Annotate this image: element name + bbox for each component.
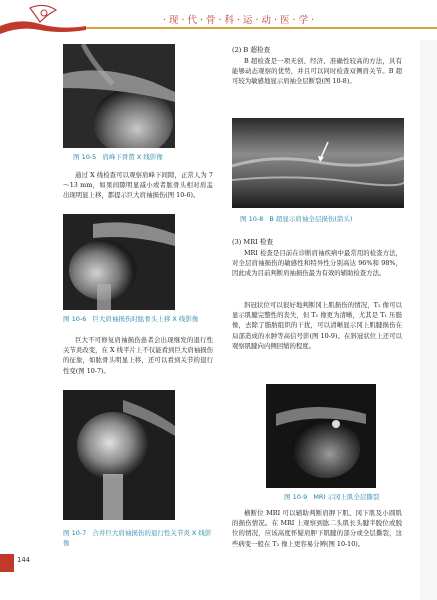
caption-number: 图 10-7 [63, 529, 87, 537]
figure-10-7-caption [63, 528, 213, 548]
caption-number: 图 10-8 [240, 215, 264, 223]
figure-10-8-caption [240, 214, 410, 224]
xray-image [63, 44, 175, 148]
section-heading-mri: (3) MRI 检查 [232, 238, 274, 246]
caption-number: 图 10-9 [284, 493, 308, 501]
section-heading-ultrasound: (2) B 超检查 [232, 46, 271, 54]
page-header [0, 0, 437, 44]
running-head-title: ·现·代·骨·科·运·动·医·学· [162, 15, 318, 26]
caption-text: 巨大肩袖损伤时肱骨头上移 X 线影像 [92, 315, 199, 323]
header-logo-graphic [0, 0, 86, 44]
paragraph-mri-coronal: 斜冠状位可以很好地判断冈上肌损伤的情况，T₂ 像可以显示肌腱完整性的丧失，但 T₁ 像更为清晰，尤其是 T₁ 压脂像，去除了脂肪组织的干扰，可以清晰显示冈上肌腱损伤在局部造成的水肿等高信号影(图 10-9)。在斜冠状位上还可以观察肌腱向内侧回缩的程度。 [232, 301, 402, 350]
figure-10-9-mri [266, 384, 376, 488]
xray-image [63, 214, 175, 310]
figure-10-5-xray [63, 44, 175, 148]
header-rule [86, 27, 437, 29]
caption-number: 图 10-5 [73, 153, 97, 161]
caption-text: B 超显示肩袖全层损伤(箭头) [269, 215, 353, 223]
footer-accent-bar [0, 554, 14, 572]
paragraph-mri-axial: 横断位 MRI 可以辅助判断肩胛下肌、冈下肌及小圆肌的损伤情况。在 MRI 上观察到肱二头肌长头腱半脱位或脱位的情况，应该高度怀疑肩胛下肌腱的部分或全层撕裂，这些病变一般在 T₂ 像上更容易分辨(图 10-10)。 [232, 509, 402, 548]
mri-image [266, 384, 376, 488]
ultrasound-image [232, 118, 404, 208]
figure-10-9-caption [284, 492, 414, 502]
figure-10-7-xray [63, 390, 175, 520]
page-number: 144 [17, 556, 30, 564]
paragraph-ultrasound: B 超检查是一项无创、经济、准确性较高的方法，具有能够动态观察的优势，并且可以同时检查双侧肩关节。B 超可较为敏感地显示肩袖全层断裂(图 10-8)。 [232, 57, 402, 86]
figure-10-5-caption [73, 152, 193, 162]
figure-10-6-caption [63, 314, 213, 324]
page-right-margin [420, 40, 437, 600]
paragraph-xray-gap: 通过 X 线检查可以观察肩峰下间隙，正常人为 7～13 mm，如果间隙明显减小或者肱骨头相对肩盂出现明显上移，都提示巨大肩袖损伤(图 10-6)。 [63, 171, 213, 200]
caption-text: MRI 示冈上肌全层撕裂 [313, 493, 380, 501]
paragraph-degenerative: 巨大不可修复肩袖损伤患者会出现继发的退行性关节炎改变，在 X 线平片上不仅能看到巨大肩袖损伤的征象，如肱骨头明显上移，还可以看到关节的退行性变(图 10-7)。 [63, 336, 213, 375]
paragraph-mri-intro: MRI 检查是目前在诊断肩袖疾病中最常用的检查方法，对全层肩袖损伤的敏感性和特异性分别高达 96%和 98%，因此成为目前判断肩袖损伤最为有效的辅助检查方法。 [232, 249, 402, 278]
caption-text: 肩峰下骨赘 X 线影像 [102, 153, 163, 161]
caption-number: 图 10-6 [63, 315, 87, 323]
xray-image [63, 390, 175, 520]
caption-text: 合并巨大肩袖损伤的退行性关节炎 X 线影像 [63, 529, 212, 547]
figure-10-8-ultrasound [232, 118, 404, 208]
figure-10-6-xray [63, 214, 175, 310]
